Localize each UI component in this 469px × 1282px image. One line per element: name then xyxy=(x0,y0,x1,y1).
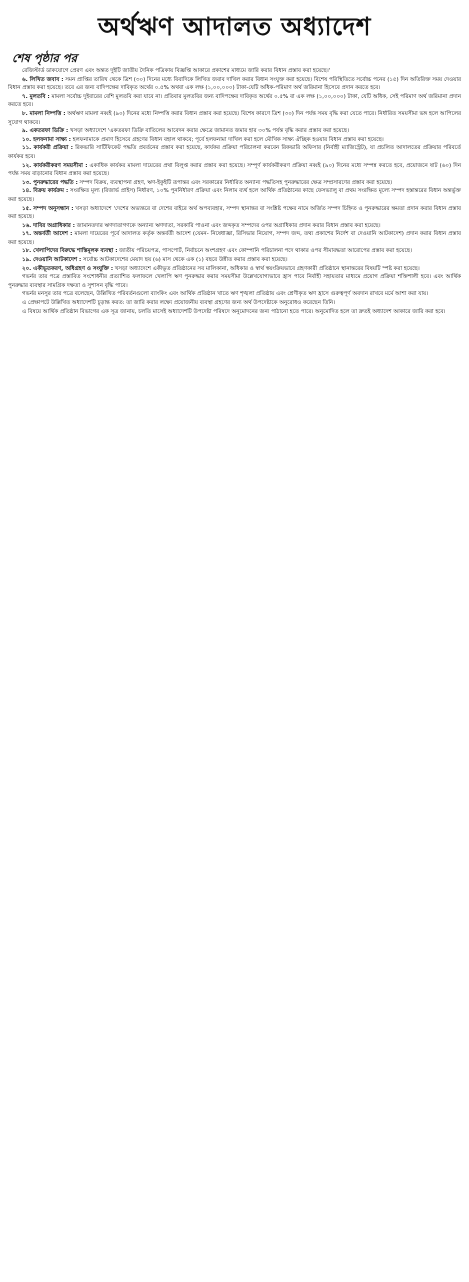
paragraph-text: রিকভারি সার্টিফিকেট পদ্ধতি প্রবর্তনের প্রস্তাব করা হয়েছে, কার্যকর প্রক্রিয়া পরিচালনা করবেন রিকভারি অফিসার (নির্বাহী ম্যাজিস্ট্রেট), যা প্রচলিত আদালতের প্রক্রিয়ার পরিবর্তে কার্যকর হবে। xyxy=(8,145,462,160)
article-paragraph xyxy=(8,247,461,256)
article-paragraph xyxy=(8,256,461,265)
paragraph-text: একাধিক কার্যকর মামলা দায়েরের প্রথা বিলুপ্ত করার প্রস্তাব করা হয়েছে। সম্পূর্ণ কার্যকরীকরণ প্রক্রিয়া নব্বই (৯০) দিনের মধ্যে সম্পন্ন করতে হবে, প্রয়োজনে ষাট (৬০) দিন পর্যন্ত সময় বাড়ানোর বিধান প্রস্তাব করা হয়েছে। xyxy=(8,162,462,178)
paragraph-text: সমন প্রাপ্তির তারিখ থেকে ত্রিশ (৩০) দিনের মধ্যে বিবাদিকে লিখিত জবাব দাখিল করার বিধান সংযুক্ত করা হয়েছে। বিশেষ পরিস্থিতিতে সর্বোচ্চ পনের (১৫) দিন অতিরিক্ত সময় দেওয়ার বিধান প্রস্তাব করা হয়েছে। তবে এর জন্য বাদিপক্ষের দাবিকৃত অর্থের ০.৫% অথবা এক লক্ষ (১,০০,০০০) টাকা-যেটি অধিক-পরিমাণ অর্থ জরিমানা হিসেবে প্রদান করতে হবে। xyxy=(8,76,461,92)
paragraph-text: সর্বোচ্চ আটকাদেশের মেয়াদ ছয় (৬) মাস থেকে এক (১) বছরে উন্নীত করার প্রস্তাব করা হয়েছে। xyxy=(81,257,288,264)
paragraph-lead: ১৫. সম্পদ অনুসন্ধান : xyxy=(22,205,74,212)
article-paragraph xyxy=(8,127,461,136)
article-paragraph xyxy=(8,308,461,317)
article-paragraph xyxy=(8,290,461,299)
paragraph-lead: ৭. মুলতবি : xyxy=(22,93,50,100)
paragraph-lead: ১৪. বিক্রয় কার্যক্রম : xyxy=(22,188,69,195)
paragraph-text: জাতীয় পরিচয়পত্র, পাসপোর্ট, নির্বাচনে অংশগ্রহণ এবং কোম্পানি পরিচালনা পদে থাকার ওপর সীমাবদ্ধতা আরোপের প্রস্তাব করা হয়েছে। xyxy=(117,248,413,255)
paragraph-text: খসড়া অধ্যাদেশে 'একতরফা ডিক্রি বাতিলের আবেদন করার ক্ষেত্রে জামানত জমার হার ৩০% পর্যন্ত বৃদ্ধি করার প্রস্তাব করা হয়েছে। xyxy=(68,128,350,135)
article-paragraph xyxy=(8,187,461,204)
headline: অর্থঋণ আদালত অধ্যাদেশ xyxy=(97,12,372,41)
article-paragraph xyxy=(8,179,461,188)
paragraph-text: রেজিস্টার্ড ডাকযোগে প্রেরণ এবং অন্তত দুইটি জাতীয় দৈনিক পত্রিকায় বিজ্ঞপ্তি আকারে প্রকাশের মাধ্যমে জারি করার বিধান প্রস্তাব করা হয়েছে।' xyxy=(22,68,331,74)
paragraph-text: এ বিষয়ে আর্থিক প্রতিষ্ঠান বিভাগের এক সূত্র জানায়, চলতি মাসেই অধ্যাদেশটি উপদেষ্টা পরিষদে অনুমোদনের জন্য পাঠানো হতে পারে। অনুমোদিত হলে তা দ্রুতই অধ্যাদেশ আকারে জারি করা হবে। xyxy=(22,308,446,315)
article-paragraph xyxy=(8,222,461,231)
continued-from-label: শেষ পৃষ্ঠার পর xyxy=(12,51,77,65)
paragraph-lead: ১২. কার্যকরীকরণ সময়সীমা : xyxy=(22,162,88,169)
article-paragraph xyxy=(8,67,461,76)
article-paragraph xyxy=(8,205,461,222)
paragraph-lead: ৮. মামলা নিষ্পত্তি : xyxy=(22,110,66,117)
paragraph-lead: ১৭. অন্তর্বর্তী আদেশ : xyxy=(22,231,73,238)
paragraph-lead: ১৮. খেলাপিদের বিরুদ্ধে শাস্তিমূলক ব্যবস্থা : xyxy=(22,248,118,255)
article-paragraph xyxy=(8,93,461,110)
paragraph-text: খসড়া অধ্যাদেশে একীভূত প্রতিষ্ঠানের সব মালিকানা, অধিকার ও স্বার্থ স্বয়ংক্রিয়ভাবে গ্রহণকারী প্রতিষ্ঠানে স্থানান্তরের বিষয়টি স্পষ্ট করা হয়েছে। xyxy=(113,265,420,272)
article-paragraph xyxy=(8,299,461,308)
paragraph-text: মামলা দায়েরের পূর্বে আদালত কর্তৃক অন্তর্বর্তী আদেশ (যেমন- নিষেধাজ্ঞা, রিসিভার নিয়োগ, সম্পদ জব্দ, তথ্য প্রকাশের নির্দেশ বা দেওয়ানি আটকাদেশ) প্রদান করার বিধান প্রস্তাব করা হয়েছে। xyxy=(8,231,461,246)
paragraph-text: সংরক্ষিত মূল্য (রিজার্ভ প্রাইস) নির্ধারণ, ১০% পুনর্নির্ধারণ প্রক্রিয়া এবং নিলাম ব্যর্থ হলে আর্থিক প্রতিষ্ঠানের কাছে ফেসভ্যালু বা প্রথম সংরক্ষিত মূল্যে সম্পদ হস্তান্তরের বিধান অন্তর্ভুক্ত করা হয়েছে। xyxy=(8,188,461,203)
paragraph-lead: ১৯. দেওয়ানি আটকাদেশ : xyxy=(22,257,82,264)
paragraph-lead: ৯. একতরফা ডিক্রি : xyxy=(22,128,69,135)
article-paragraph xyxy=(8,110,461,127)
article-body xyxy=(8,67,461,316)
paragraph-lead: ১১. কার্যকরী প্রক্রিয়া : xyxy=(22,145,73,152)
article-paragraph xyxy=(8,230,461,247)
paragraph-lead: ১০. হলফনামা সাক্ষ্য : xyxy=(22,136,71,143)
paragraph-text: জামানতদার ঋণদাতাগণকে অন্যান্য ঋণদাতা, সরকারি পাওনা এবং জব্দকৃত সম্পদের ওপর অগ্রাধিকার প্রদান করার বিধান প্রস্তাব করা হয়েছে। xyxy=(74,222,381,229)
paragraph-text: মামলা সর্বোচ্চ দুইবারের বেশি মুলতবি করা যাবে না। প্রতিবার মুলতবির জন্য বাদিপক্ষের দাবিকৃত অর্থের ০.৫% বা এক লক্ষ (১,০০,০০০) টাকা, যেটি অধিক, সেই পরিমাণ অর্থ জরিমানা প্রদান করতে হবে। xyxy=(8,93,462,109)
article-paragraph xyxy=(8,136,461,145)
article-paragraph xyxy=(8,76,461,93)
article-paragraph xyxy=(8,144,461,161)
paragraph-lead: ১৩. পুনরুদ্ধারের পদ্ধতি : xyxy=(22,179,78,186)
article-paragraph xyxy=(8,273,461,290)
article-paragraph xyxy=(8,162,461,179)
paragraph-text: এ প্রেক্ষাপটে উল্লিখিত অধ্যাদেশটি চূড়ান্ত করত: তা জারি করার লক্ষ্যে প্রয়োজনীয় ব্যবস্থা গ্রহণের জন্য অর্থ উপদেষ্টাকে অনুরোধও করেছেন তিনি। xyxy=(22,300,336,307)
paragraph-text: সম্পদ বিক্রয়, ব্যবস্থাপনা গ্রহণ, ঋণ-ইকুইটি রূপান্তর এবং সরকারের নির্ধারিত অন্যান্য পদ্ধতিসহ পুনরুদ্ধারের ক্ষেত্র সম্প্রসারণের প্রস্তাব করা হয়েছে। xyxy=(77,179,393,186)
article-paragraph xyxy=(8,265,461,274)
paragraph-lead: ৬. লিখিত জবাব : xyxy=(22,76,64,83)
paragraph-text: গভর্নর তার পত্রে প্রস্তাবিত সংশোধনীর প্রত্যাশিত ফলাফলে খেলাপি ঋণ পুনরুদ্ধার করার সময়সীমা উল্লেখযোগ্যভাবে হ্রাস পাবে নির্বাহী সহায়তার মাধ্যমে প্রয়োগ প্রক্রিয়া শক্তিশালী হবে। এবং আর্থিক পুনরুদ্ধার ব্যবস্থার সামগ্রিক দক্ষতা ও সুশাসন বৃদ্ধি পাবে। xyxy=(8,274,461,289)
paragraph-text: অর্থঋণ মামলা নব্বই (৯০) দিনের মধ্যে নিষ্পত্তি করার বিধান প্রস্তাব করা হয়েছে। বিশেষ কারণে ত্রিশ (৩০) দিন পর্যন্ত সময় বৃদ্ধি করা যেতে পারে। নির্ধারিত সময়সীমা ভঙ্গ হলে আপিলের সুযোগ থাকবে। xyxy=(8,110,461,126)
paragraph-text: গভর্নর মনসুর তার পত্রে বলেছেন, উল্লিখিত পরিবর্তনগুলো ব্যাংকিং এবং আর্থিক প্রতিষ্ঠান খাতে ঋণ শৃঙ্খলা প্রতিষ্ঠায় এবং শ্রেণীকৃত ঋণ হ্রাসে গুরুত্বপূর্ণ অবদান রাখবে মর্মে আশা করা যায়। xyxy=(22,291,429,298)
paragraph-lead: ১৬. দাবির অগ্রাধিকার : xyxy=(22,222,75,229)
paragraph-text: হলফনামাকে প্রমাণ হিসেবে গ্রহণের বিধান বহাল থাকবে; পূর্বে হলফনামা দাখিল করা হলে মৌখিক সাক্ষ্য ঐচ্ছিক হওয়ার বিধান প্রস্তাব করা হয়েছে। xyxy=(71,136,384,143)
paragraph-lead: ২০. একীভূতকরণ, অধিগ্রহণ ও সংযুক্তি : xyxy=(22,265,114,272)
paragraph-text: খসড়া অধ্যাদেশে 'দেশের অভ্যন্তরে বা দেশের বাইরে অর্থ অপব্যবহার, সম্পদ স্থানান্তর বা সংশ্লিষ্ট পক্ষের নামে অর্জিত সম্পদ চিহ্নিত ও পুনরুদ্ধারের ক্ষমতা প্রদান করার বিধান প্রস্তাব করা হয়েছে। xyxy=(8,205,461,221)
